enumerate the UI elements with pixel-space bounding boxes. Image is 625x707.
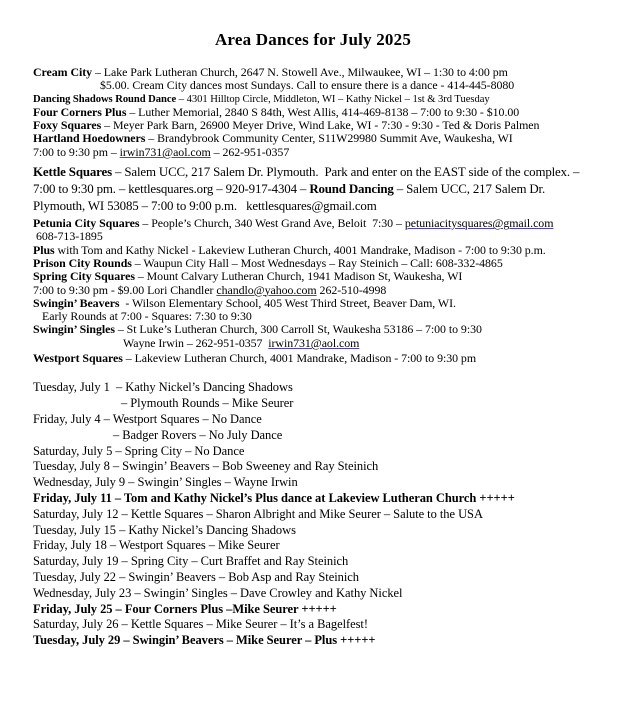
club-name: Swingin’ Singles	[33, 322, 115, 337]
text-segment: Tuesday, July 22 – Swingin’ Beavers – Bob Asp and Ray Steinich	[33, 569, 359, 584]
text-segment: – Brandybrook Community Center, S11W29980 Summit Ave, Waukesha, WI	[145, 131, 513, 146]
text-segment: – Plymouth Rounds – Mike Seurer	[121, 396, 294, 411]
venue-line	[33, 352, 623, 365]
venue-line	[33, 181, 623, 198]
venue-line	[33, 257, 623, 270]
schedule-line	[33, 412, 623, 428]
text-segment: 7:00 to 9:30 pm - $9.00 Lori Chandler	[33, 282, 217, 297]
schedule-line	[33, 507, 623, 523]
venue-line	[33, 284, 623, 297]
club-name: Round Dancing	[309, 182, 394, 197]
text-segment: 7:00 to 9:30 pm –	[33, 144, 120, 159]
venue-line	[33, 93, 623, 106]
schedule-line	[33, 617, 623, 633]
text-segment: – Luther Memorial, 2840 S 84th, West Allis, 414-469-8138 – 7:00 to 9:30 - $10.00	[126, 104, 520, 119]
schedule-line	[33, 586, 623, 602]
text-segment: Tuesday, July 1 – Kathy Nickel’s Dancing Shadows	[33, 380, 293, 395]
text-segment: Friday, July 4 – Westport Squares – No Dance	[33, 411, 262, 426]
text-segment: Saturday, July 26 – Kettle Squares – Mike Seurer – It’s a Bagelfest!	[33, 617, 368, 632]
text-segment: - Wilson Elementary School, 405 West Third Street, Beaver Dam, WI.	[119, 295, 456, 310]
venue-line	[33, 270, 623, 283]
text-segment: Friday, July 25 – Four Corners Plus –Mike Seurer +++++	[33, 601, 337, 616]
text-segment: – Lake Park Lutheran Church, 2647 N. Stowell Ave., Milwaukee, WI – 1:30 to 4:00 pm	[92, 65, 508, 79]
venue-list	[33, 66, 623, 365]
club-name: Dancing Shadows Round Dance	[33, 93, 177, 105]
email-link[interactable]: chandlo@yahoo.com	[216, 282, 317, 297]
venue-line	[33, 310, 623, 323]
schedule-line	[33, 396, 623, 412]
schedule-line	[33, 570, 623, 586]
club-name: Plus	[33, 242, 55, 257]
text-segment: Friday, July 18 – Westport Squares – Mike Seurer	[33, 538, 280, 553]
text-segment: Wednesday, July 9 – Swingin’ Singles – Wayne Irwin	[33, 475, 298, 490]
text-segment: – Lakeview Lutheran Church, 4001 Mandrake, Madison - 7:00 to 9:30 pm	[122, 351, 477, 366]
schedule-line	[33, 444, 623, 460]
page-title: Area Dances for July 2025	[214, 30, 412, 49]
venue-line	[33, 297, 623, 310]
venue-line	[33, 164, 623, 181]
text-segment: – Salem UCC, 217 Salem Dr.	[393, 182, 546, 197]
club-name: Cream City	[33, 65, 93, 79]
club-name: Spring City Squares	[33, 269, 135, 284]
schedule-list	[33, 380, 623, 649]
text-segment: Saturday, July 12 – Kettle Squares – Sharon Albright and Mike Seurer – Salute to the USA	[33, 506, 483, 521]
venue-line	[33, 66, 623, 79]
text-segment: Plymouth, WI 53085 – 7:00 to 9:00 p.m. kettlesquares@gmail.com	[33, 199, 377, 214]
club-name: Foxy Squares	[33, 118, 102, 133]
venue-line	[33, 79, 623, 92]
text-segment: Wayne Irwin – 262-951-0357	[123, 335, 269, 350]
club-name: Petunia City Squares	[33, 216, 140, 231]
venue-line	[33, 217, 623, 230]
text-segment: 7:00 to 9:30 pm. – kettlesquares.org – 920-917-4304 –	[33, 182, 310, 197]
club-name: Hartland Hoedowners	[33, 131, 146, 146]
schedule-line	[33, 380, 623, 396]
text-segment: – 262-951-0357	[210, 144, 290, 159]
text-segment: with Tom and Kathy Nickel - Lakeview Lutheran Church, 4001 Mandrake, Madison - 7:00 to 9:30 p.m.	[54, 242, 546, 257]
venue-line	[33, 244, 623, 257]
email-link[interactable]: irwin731@aol.com	[268, 335, 360, 350]
schedule-line	[33, 523, 623, 539]
venue-line	[33, 119, 623, 132]
text-segment: Early Rounds at 7:00 - Squares: 7:30 to 9:30	[42, 309, 252, 324]
text-segment: – 4301 Hilltop Circle, Middleton, WI – Kathy Nickel – 1st & 3rd Tuesday	[176, 93, 490, 105]
venue-line	[33, 198, 623, 215]
text-segment: Tuesday, July 8 – Swingin’ Beavers – Bob Sweeney and Ray Steinich	[33, 459, 379, 474]
venue-line	[33, 230, 623, 243]
text-segment: $5.00. Cream City dances most Sundays. Call to ensure there is a dance - 414-445-8080	[100, 78, 515, 93]
schedule-line	[33, 538, 623, 554]
schedule-line	[33, 428, 623, 444]
text-segment: Wednesday, July 23 – Swingin’ Singles – Dave Crowley and Kathy Nickel	[33, 585, 403, 600]
text-segment: Saturday, July 19 – Spring City – Curt Braffet and Ray Steinich	[33, 554, 349, 569]
text-segment: Saturday, July 5 – Spring City – No Dance	[33, 443, 245, 458]
text-segment: Tuesday, July 15 – Kathy Nickel’s Dancing Shadows	[33, 522, 296, 537]
text-segment: – People’s Church, 340 West Grand Ave, Beloit 7:30 –	[139, 216, 405, 231]
text-segment: – Salem UCC, 217 Salem Dr. Plymouth. Park and enter on the EAST side of the complex. –	[111, 165, 580, 180]
club-name: Kettle Squares	[33, 165, 112, 180]
text-segment: 608-713-1895	[33, 229, 103, 244]
schedule-line	[33, 459, 623, 475]
text-segment: – Meyer Park Barn, 26900 Meyer Drive, Wind Lake, WI - 7:30 - 9:30 - Ted & Doris Palmen	[101, 118, 540, 133]
venue-line	[33, 337, 623, 350]
schedule-line	[33, 554, 623, 570]
venue-line	[33, 132, 623, 145]
text-segment: Tuesday, July 29 – Swingin’ Beavers – Mike Seurer – Plus +++++	[33, 633, 376, 648]
venue-line	[33, 106, 623, 119]
email-link[interactable]: irwin731@aol.com	[119, 144, 211, 159]
text-segment: – Badger Rovers – No July Dance	[113, 427, 283, 442]
schedule-line	[33, 491, 623, 507]
schedule-line	[33, 633, 623, 649]
email-link[interactable]: petuniacitysquares@gmail.com	[404, 216, 554, 231]
club-name: Swingin’ Beavers	[33, 295, 120, 310]
text-segment: – Mount Calvary Lutheran Church, 1941 Madison St, Waukesha, WI	[134, 269, 463, 284]
club-name: Prison City Rounds	[33, 255, 132, 270]
text-segment: 262-510-4998	[316, 282, 387, 297]
schedule-line	[33, 475, 623, 491]
text-segment: – Waupun City Hall – Most Wednesdays – Ray Steinich – Call: 608-332-4865	[131, 255, 503, 270]
schedule-line	[33, 602, 623, 618]
venue-line	[33, 323, 623, 336]
text-segment: Friday, July 11 – Tom and Kathy Nickel’s Plus dance at Lakeview Lutheran Church +++++	[33, 490, 515, 505]
text-segment: – St Luke’s Lutheran Church, 300 Carroll St, Waukesha 53186 – 7:00 to 9:30	[114, 322, 482, 337]
club-name: Westport Squares	[33, 351, 123, 366]
venue-line	[33, 146, 623, 159]
club-name: Four Corners Plus	[33, 104, 127, 119]
